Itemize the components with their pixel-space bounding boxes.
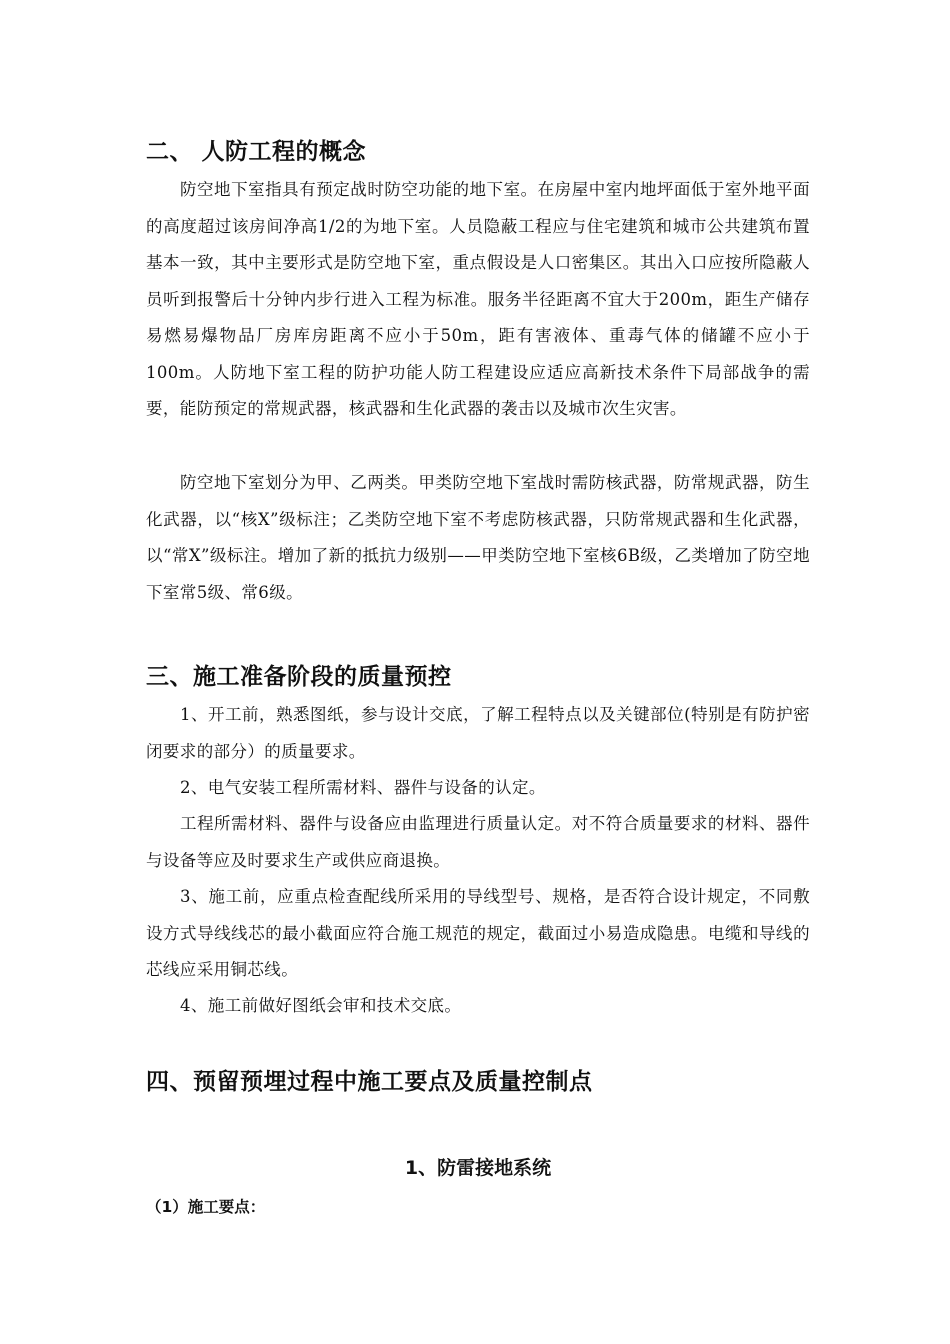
section-heading-preparation-quality-control: 三、施工准备阶段的质量预控: [146, 664, 452, 690]
paragraph-basement-definition: 防空地下室指具有预定战时防空功能的地下室。在房屋中室内地坪面低于室外地平面的高度超过该房间净高1/2的为地下室。人员隐蔽工程应与住宅建筑和城市公共建筑布置基本一致，其中主要形式是防空地下室，重点假设是人口密集区。其出入口应按所隐蔽人员听到报警后十分钟内步行进入工程为标准。服务半径距离不宜大于200m，距生产储存易燃易爆物品厂房库房距离不应小于50m，距有害液体、重毒气体的储罐不应小于100m。人防地下室工程的防护功能人防工程建设应适应高新技术条件下局部战争的需要，能防预定的常规武器，核武器和生化武器的袭击以及城市次生灾害。: [146, 180, 810, 418]
paragraph-materials-certification: 工程所需材料、器件与设备应由监理进行质量认定。对不符合质量要求的材料、器件与设备等应及时要求生产或供应商退换。: [146, 814, 810, 870]
paragraph-item-3-wiring-check: 3、施工前，应重点检查配线所采用的导线型号、规格，是否符合设计规定，不同敷设方式导线线芯的最小截面应符合施工规范的规定，截面过小易造成隐患。电缆和导线的芯线应采用铜芯线。: [146, 887, 810, 979]
subheading-lightning-grounding-system: 1、防雷接地系统: [404, 1157, 552, 1179]
paragraph-item-4-drawing-review: 4、施工前做好图纸会审和技术交底。: [180, 996, 462, 1015]
paragraph-item-1-drawings: 1、开工前，熟悉图纸，参与设计交底，了解工程特点以及关键部位(特别是有防护密闭要求的部分）的质量要求。: [146, 705, 810, 761]
paragraph-item-2-materials: 2、电气安装工程所需材料、器件与设备的认定。: [180, 778, 546, 797]
paragraph-basement-classification: 防空地下室划分为甲、乙两类。甲类防空地下室战时需防核武器，防常规武器，防生化武器，以“核X”级标注；乙类防空地下室不考虑防核武器，只防常规武器和生化武器，以“常X”级标注。增加了新的抵抗力级别——甲类防空地下室核6B级，乙类增加了防空地下室常5级、常6级。: [146, 473, 810, 602]
section-heading-civil-defense-concept: 二、 人防工程的概念: [146, 139, 367, 165]
item-label-construction-key-points: （1）施工要点：: [146, 1198, 266, 1216]
section-heading-embedded-works-control-points: 四、预留预埋过程中施工要点及质量控制点: [146, 1069, 593, 1095]
